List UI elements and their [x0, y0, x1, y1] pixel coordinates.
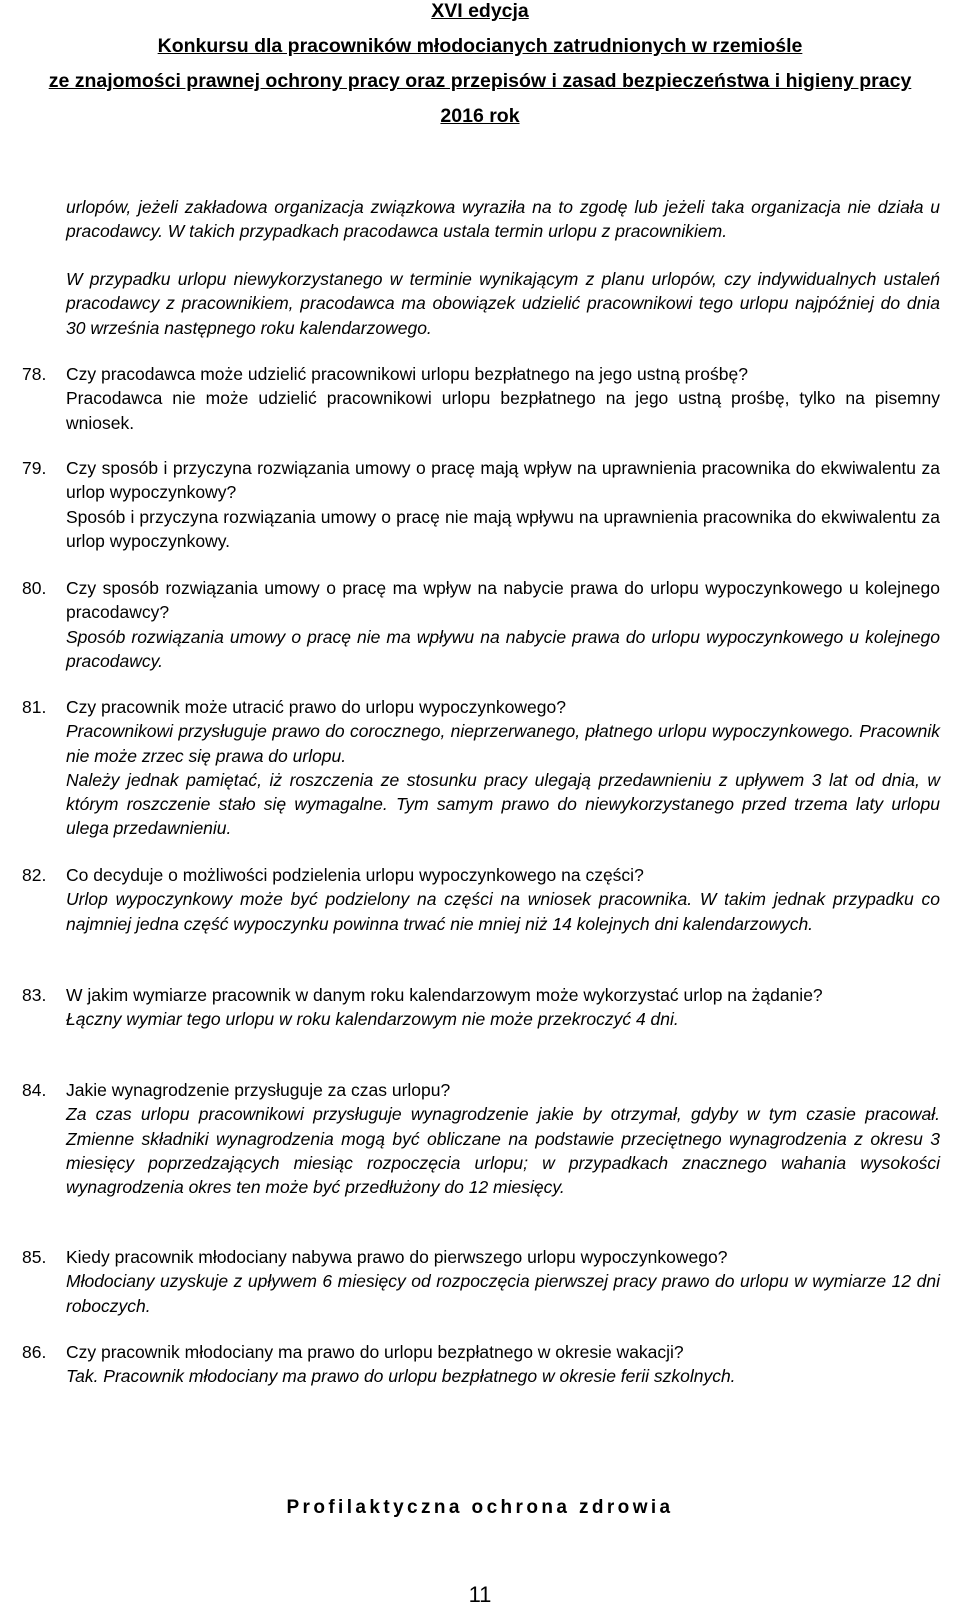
question-number: 81.: [22, 697, 47, 717]
answer-text: Za czas urlopu pracownikowi przysługuje wynagrodzenie jakie by otrzymał, gdyby w tym czasie pracował. Zmienne składniki wynagrodzenia mogą być obliczane na podstawie przeciętnego wynagrodzenia z okresu 3 miesięcy poprzedzających miesiąc rozpoczęcia urlopu; w przypadkach znacznego wahania wysokości wynagrodzenia okres ten może być przedłużony do 12 miesięcy.: [66, 1104, 940, 1198]
intro-paragraph-2: W przypadku urlopu niewykorzystanego w terminie wynikającym z planu urlopów, czy indywidualnych ustaleń pracodawcy z pracownikiem, pracodawca ma obowiązek udzielić pracownikowi tego urlopu najpóźniej do dnia 30 września następnego roku kalendarzowego.: [66, 269, 940, 338]
question-number: 83.: [22, 985, 47, 1005]
qa-item-85: [66, 1245, 940, 1318]
answer-text: Tak. Pracownik młodociany ma prawo do urlopu bezpłatnego w okresie ferii szkolnych.: [66, 1366, 736, 1387]
answer-text: Urlop wypoczynkowy może być podzielony na części na wniosek pracownika. W takim jednak przypadku co najmniej jedna część wypoczynku powinna trwać nie mniej niż 14 kolejnych dni kalendarzowych.: [66, 889, 940, 934]
qa-item-80: [66, 576, 940, 673]
question-text: Czy sposób rozwiązania umowy o pracę ma wpływ na nabycie prawa do urlopu wypoczynkowego u kolejnego pracodawcy?: [66, 578, 940, 623]
contest-subtitle: ze znajomości prawnej ochrony pracy oraz przepisów i zasad bezpieczeństwa i higieny pracy: [48, 70, 912, 92]
qa-item-78: [66, 362, 940, 435]
contest-title: Konkursu dla pracowników młodocianych zatrudnionych w rzemiośle: [157, 35, 803, 57]
question-text: W jakim wymiarze pracownik w danym roku kalendarzowym może wykorzystać urlop na żądanie?: [66, 985, 823, 1005]
question-number: 79.: [22, 458, 47, 478]
qa-item-83: [66, 983, 940, 1032]
answer-text: Sposób rozwiązania umowy o pracę nie ma wpływu na nabycie prawa do urlopu wypoczynkowego u kolejnego pracodawcy.: [66, 626, 940, 671]
question-text: Kiedy pracownik młodociany nabywa prawo do pierwszego urlopu wypoczynkowego?: [66, 1247, 728, 1267]
question-text: Jakie wynagrodzenie przysługuje za czas urlopu?: [66, 1080, 451, 1100]
question-text: Czy pracownik może utracić prawo do urlopu wypoczynkowego?: [66, 697, 566, 717]
question-text: Co decyduje o możliwości podzielenia urlopu wypoczynkowego na części?: [66, 865, 644, 885]
answer-text: Sposób i przyczyna rozwiązania umowy o pracę nie mają wpływu na uprawnienia pracownika do ekwiwalentu za urlop wypoczynkowy.: [66, 506, 940, 551]
question-number: 82.: [22, 865, 47, 885]
edition-title: XVI edycja: [431, 0, 529, 22]
answer-text-continued: Należy jednak pamiętać, iż roszczenia ze stosunku pracy ulegają przedawnieniu z upływem 3 lat od dnia, w którym roszczenie stało się wymagalne. Tym samym prawo do niewykorzystanego przed trzema laty urlopu ulega przedawnieniu.: [66, 769, 940, 839]
answer-text: Pracownikowi przysługuje prawo do corocznego, nieprzerwanego, płatnego urlopu wypoczynkowego. Pracownik nie może zrzec się prawa do urlopu.: [66, 721, 940, 766]
qa-item-86: [66, 1340, 940, 1389]
question-number: 80.: [22, 578, 47, 598]
page-number: 11: [468, 1582, 492, 1607]
qa-item-82: [66, 863, 940, 936]
question-text: Czy pracownik młodociany ma prawo do urlopu bezpłatnego w okresie wakacji?: [66, 1342, 684, 1362]
section-title: Profilaktyczna ochrona zdrowia: [286, 1497, 674, 1518]
question-number: 85.: [22, 1247, 47, 1267]
question-number: 86.: [22, 1342, 47, 1362]
question-text: Czy pracodawca może udzielić pracownikowi urlopu bezpłatnego na jego ustną prośbę?: [66, 364, 748, 384]
question-text: Czy sposób i przyczyna rozwiązania umowy o pracę mają wpływ na uprawnienia pracownika do ekwiwalentu za urlop wypoczynkowy?: [66, 458, 940, 503]
question-number: 84.: [22, 1080, 47, 1100]
qa-item-81: [66, 695, 940, 841]
intro-paragraph-1: urlopów, jeżeli zakładowa organizacja związkowa wyraziła na to zgodę lub jeżeli taka organizacja nie działa u pracodawcy. W takich przypadkach pracodawca ustala termin urlopu z pracownikiem.: [66, 197, 940, 242]
answer-text: Pracodawca nie może udzielić pracownikowi urlopu bezpłatnego na jego ustną prośbę, tylko na pisemny wniosek.: [66, 388, 940, 433]
answer-text: Łączny wymiar tego urlopu w roku kalendarzowym nie może przekroczyć 4 dni.: [66, 1009, 679, 1030]
question-number: 78.: [22, 364, 47, 384]
qa-item-84: [66, 1078, 940, 1199]
contest-year: 2016 rok: [440, 105, 520, 127]
qa-item-79: [66, 456, 940, 553]
answer-text: Młodociany uzyskuje z upływem 6 miesięcy od rozpoczęcia pierwszej pracy prawo do urlopu w wymiarze 12 dni roboczych.: [66, 1271, 940, 1316]
